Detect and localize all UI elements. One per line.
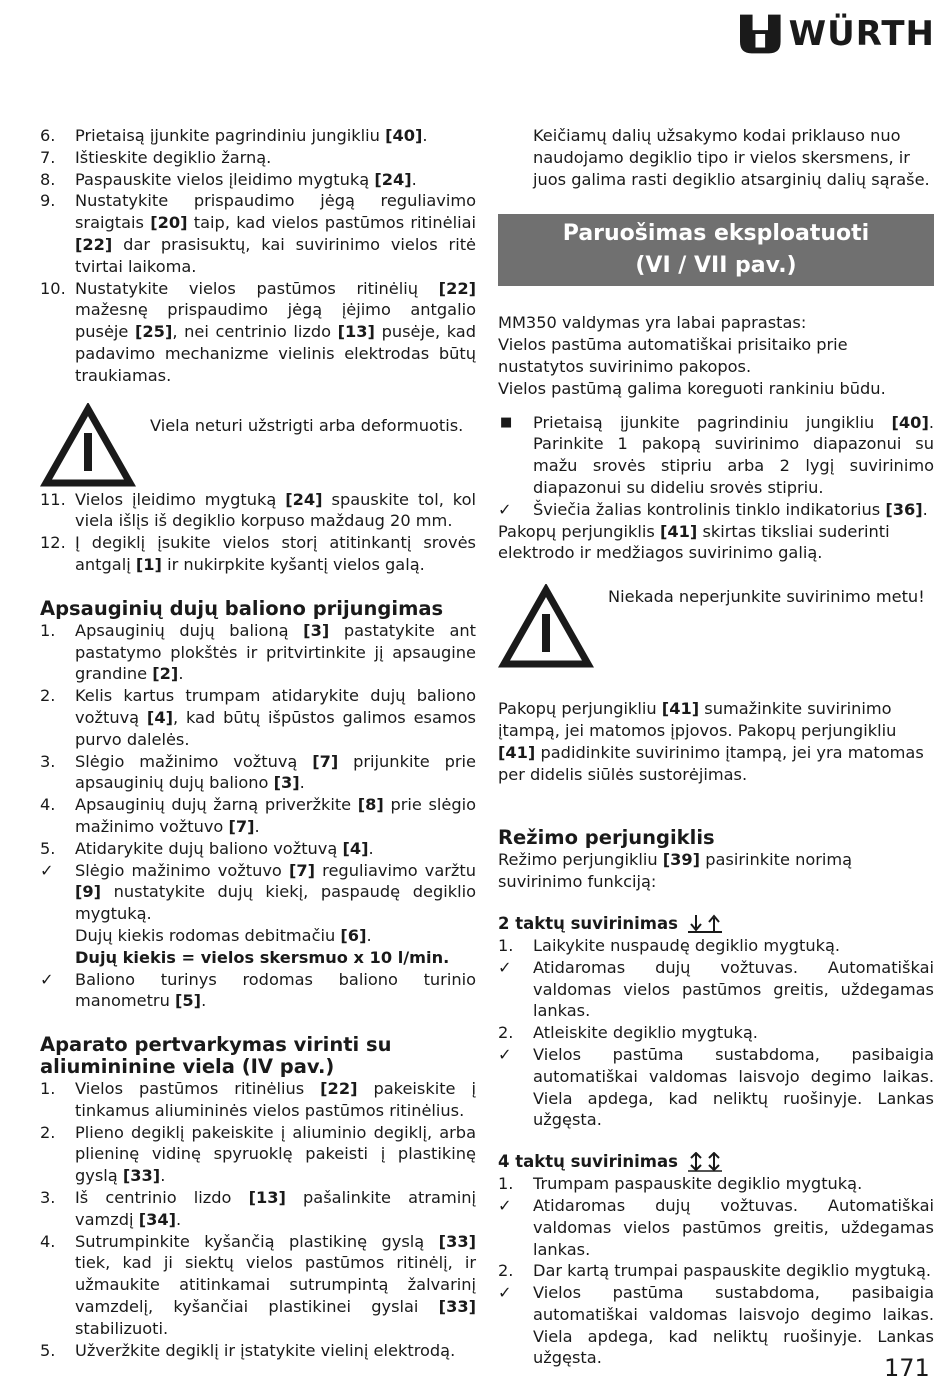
list-item: ✓ Šviečia žalias kontrolinis tinklo indikatorius [36].	[498, 499, 928, 519]
operation-list	[498, 412, 934, 521]
list-item: ✓ Baliono turinys rodomas baliono turinio manometru [5].	[40, 969, 476, 1011]
list-item: 2. Plieno degiklį pakeiskite į aliuminio degiklį, arba plieninę vidinę spyruoklę pakeisti į plastikinę gyslą [33].	[40, 1122, 476, 1186]
gas-section-title: Apsauginių dujų baliono prijungimas	[40, 596, 444, 620]
list-item: 11. Vielos įleidimo mygtuką [24] spauskite tol, kol viela išlįs iš degiklio korpuso maždaug 20 mm.	[40, 489, 476, 531]
list-item: 4. Apsauginių dujų žarną priveržkite [8] prie slėgio mažinimo vožtuvo [7].	[40, 795, 477, 836]
two-stroke-list	[498, 935, 934, 1131]
right-column	[498, 125, 934, 1369]
list-item: 6. Prietaisą įjunkite pagrindiniu jungikliu [40].	[40, 126, 428, 145]
steps-list-a	[40, 125, 476, 387]
two-stroke-arrows-icon	[688, 914, 722, 934]
left-column	[40, 125, 476, 1361]
list-item: 5. Užveržkite degiklį ir įstatykite vielinį elektrodą.	[40, 1340, 456, 1360]
list-item: 9. Nustatykite prispaudimo jėgą reguliavimo sraigtais [20] taip, kad vielos pastūmos ritinėliai [22] dar prasisuktų, kai suvirinimo vielos ritė tvirtai laikoma.	[40, 191, 476, 276]
mode-paragraph: Režimo perjungikliu [39] pasirinkite norimą suvirinimo funkciją:	[498, 850, 853, 892]
list-item: 2. Atleiskite degiklio mygtuką.	[498, 1023, 758, 1043]
warning-text: Viela neturi užstrigti arba deformuotis.	[150, 415, 464, 435]
list-item: ■ Prietaisą įjunkite pagrindiniu jungikliu [40]. Parinkite 1 pakopą suvirinimo diapazonui su mažu srovės stipriu arba 2 lygį suvirinimo diapazonui su dideliu srovės stipriu.	[500, 412, 934, 497]
gas-note: Dujų kiekis rodomas debitmačiu [6].	[75, 925, 372, 945]
gas-formula: Dujų kiekis = vielos skersmuo x 10 l/min.	[75, 947, 450, 967]
warning-block	[40, 403, 476, 489]
list-item: 7. Ištieskite degiklio žarną.	[40, 147, 272, 167]
warning-text: Niekada neperjunkite suvirinimo metu!	[608, 587, 925, 607]
two-stroke-title: 2 taktų suvirinimas	[498, 913, 934, 935]
wurth-emblem-icon	[740, 14, 781, 54]
mode-section-title: Režimo perjungiklis	[498, 826, 715, 850]
list-item: 3. Slėgio mažinimo vožtuvą [7] prijunkite prie apsauginių dujų baliono [3].	[40, 751, 476, 793]
voltage-paragraph: Pakopų perjungikliu [41] sumažinkite suvirinimo įtampą, jei matomos įpjovos. Pakopų perjungikliu [41] padidinkite suvirinimo įtampą, jei yra matomas per didelis siūlės sustorėjimas.	[498, 699, 924, 784]
warning-block	[498, 584, 934, 670]
list-item: 12. Į degiklį įsukite vielos storį atitinkantį srovės antgalį [1] ir nukirpkite kyšantį vielos galą.	[40, 533, 476, 574]
page-number: 171	[884, 1354, 930, 1382]
list-item: 1. Laikykite nuspaudę degiklio mygtuką.	[498, 935, 841, 955]
list-item: 8. Paspauskite vielos įleidimo mygtuką [24].	[40, 169, 417, 189]
list-item: ✓ Slėgio mažinimo vožtuvo [7] reguliavimo varžtu [9] nustatykite dujų kiekį, paspaudę degiklio mygtuką.	[40, 860, 476, 924]
list-item: ✓ Atidaromas dujų vožtuvas. Automatiškai valdomas vielos pastūmos greitis, uždegamas lankas.	[498, 957, 934, 1021]
list-item: 10. Nustatykite vielos pastūmos ritinėlių [22] mažesnę prispaudimo jėgą įėjimo antgalio pusėje [25], nei centrinio lizdo [13] pusėje, kad padavimo mechanizme vielinis elektrodas būtų traukiamas.	[40, 278, 476, 385]
brand-name: WÜRTH	[788, 14, 935, 54]
four-stroke-list	[498, 1173, 934, 1369]
list-item: 5. Atidarykite dujų baliono vožtuvą [4].	[40, 838, 374, 858]
four-stroke-arrows-icon	[688, 1152, 722, 1172]
list-item: 2. Dar kartą trumpai paspauskite degiklio mygtuką.	[498, 1261, 932, 1281]
steps-list-b	[40, 489, 476, 576]
list-item: 4. Sutrumpinkite kyšančią plastikinę gyslą [33] tiek, kad ji siektų vielos pastūmos ritinėlį, ir užmaukite atitinkamai sutrumpintą žalvarinį vamzdelį, kyšančiai plastikinei gyslai [33] stabilizuoti.	[40, 1231, 476, 1338]
intro-paragraph: MM350 valdymas yra labai paprastas: Vielos pastūma automatiškai prisitaiko prie nustatytos suvirinimo pakopos. Vielos pastūmą galima koreguoti rankiniu būdu.	[498, 313, 886, 398]
warning-triangle-icon	[40, 403, 136, 489]
list-item: ✓ Vielos pastūma sustabdoma, pasibaigia automatiškai valdomas laisvojo degimo laikas. Viela apdega, kad neliktų ruošinyje. Lankas užgęsta.	[498, 1044, 934, 1130]
alu-section-title: Aparato pertvarkymas virinti su aliumininine viela (IV pav.)	[40, 1033, 392, 1079]
list-item: 1. Trumpam paspauskite degiklio mygtuką.	[498, 1174, 863, 1194]
wurth-logo	[740, 12, 935, 56]
section-banner: Paruošimas eksploatuoti (VI / VII pav.)	[498, 214, 934, 286]
list-item: 3. Iš centrinio lizdo [13] pašalinkite atraminį vamzdį [34].	[40, 1188, 477, 1229]
gas-steps-list	[40, 620, 476, 1012]
list-item: ✓ Vielos pastūma sustabdoma, pasibaigia automatiškai valdomas laisvojo degimo laikas. Viela apdega, kad neliktų ruošinyje. Lankas užgęsta.	[498, 1283, 934, 1368]
list-item: 2. Kelis kartus trumpam atidarykite dujų baliono vožtuvą [4], kad būtų išpūstos galimos esamos purvo dalelės.	[40, 686, 476, 749]
list-item: 1. Vielos pastūmos ritinėlius [22] pakeiskite į tinkamus aliumininės vielos pastūmos ritinėlius.	[40, 1079, 476, 1120]
intro-text: Keičiamų dalių užsakymo kodai priklauso nuo naudojamo degiklio tipo ir vielos skersmens, ir juos galima rasti degiklio atsarginių dalių sąraše.	[533, 126, 930, 189]
warning-triangle-icon	[498, 584, 594, 670]
list-item: 1. Apsauginių dujų balioną [3] pastatykite ant pastatymo plokštės ir pritvirtinkite jį apsaugine grandine [2].	[40, 620, 476, 684]
four-stroke-title: 4 taktų suvirinimas	[498, 1151, 934, 1173]
step-switch-paragraph: Pakopų perjungiklis [41] skirtas tiksliai suderinti elektrodo ir medžiagos suvirinimo galią.	[498, 521, 890, 563]
list-item: ✓ Atidaromas dujų vožtuvas. Automatiškai valdomas vielos pastūmos greitis, uždegamas lankas.	[498, 1195, 934, 1259]
alu-steps-list	[40, 1078, 476, 1361]
